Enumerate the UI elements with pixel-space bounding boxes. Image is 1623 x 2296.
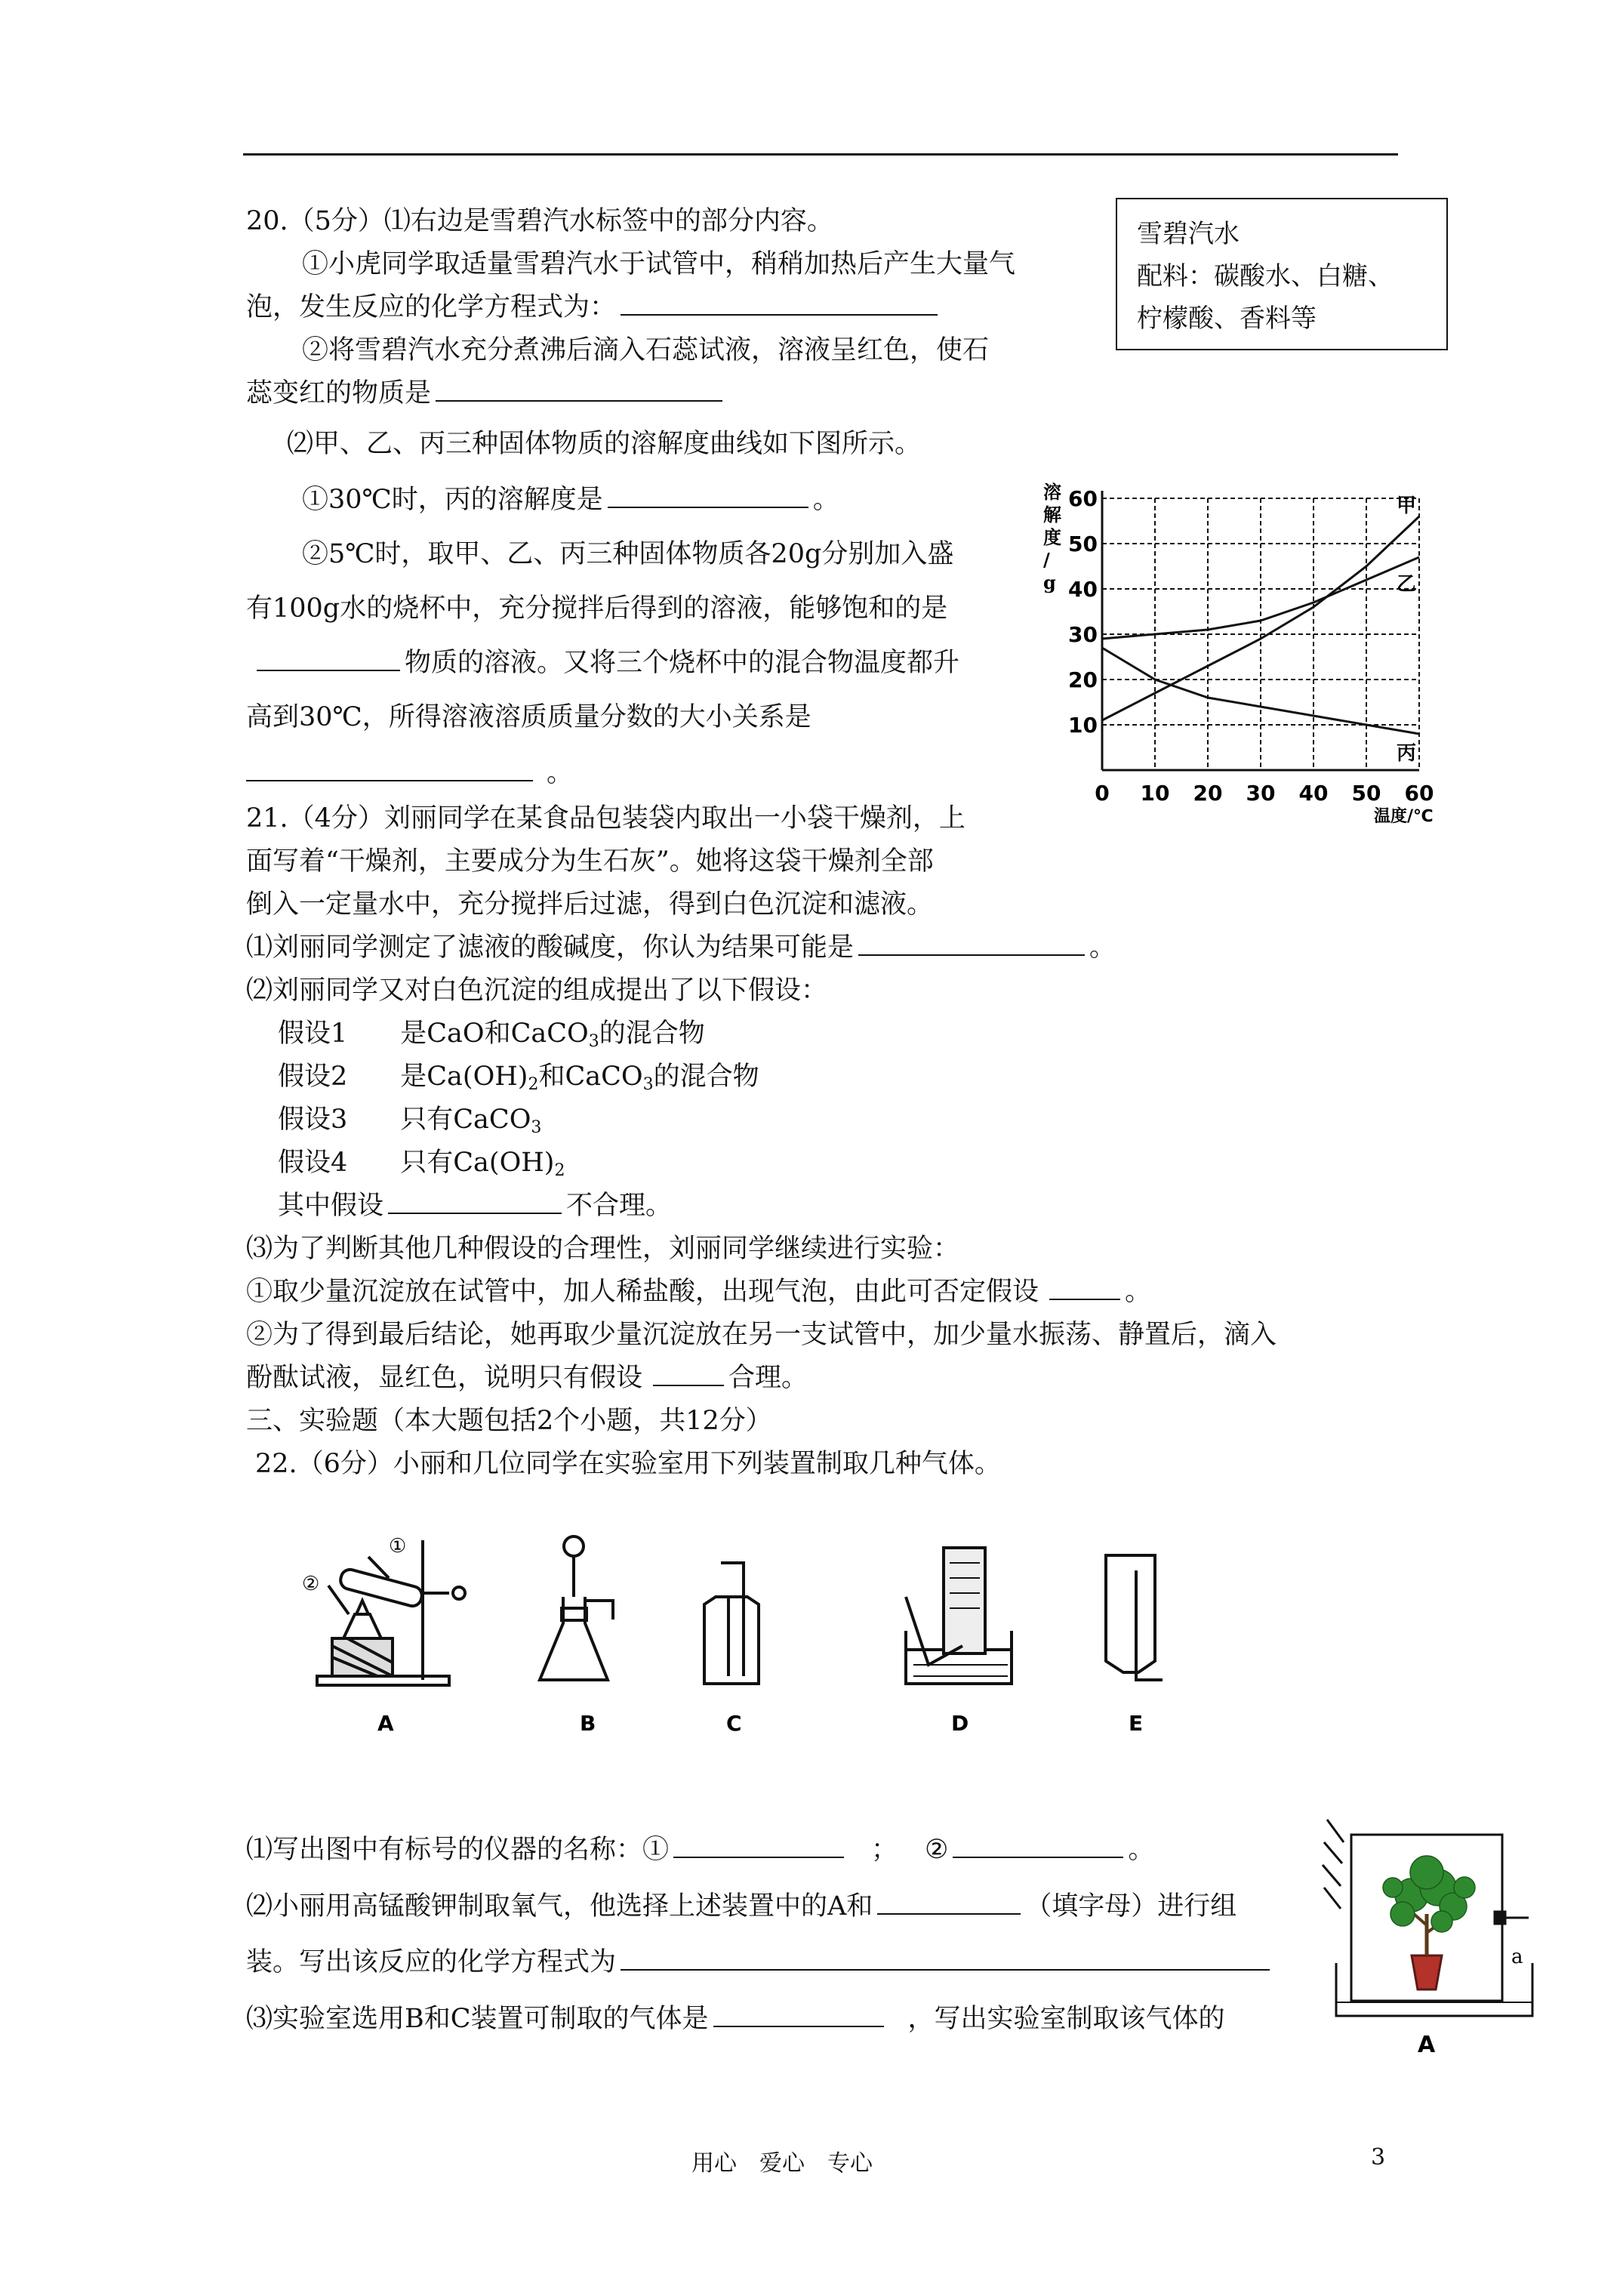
y-tick-label: 30 (1068, 622, 1098, 647)
answer-blank[interactable] (713, 1999, 884, 2027)
footer-motto: 用心 爱心 专心 (691, 2150, 873, 2177)
q20-line: 。 (246, 752, 573, 794)
plant-mark-a: a (1511, 1946, 1523, 1968)
q21-line: 酚酞试液，显红色，说明只有假设 合理。 (246, 1357, 808, 1399)
answer-blank[interactable] (877, 1886, 1021, 1915)
plant-experiment-figure (1313, 1812, 1563, 2069)
y-tick-label: 50 (1068, 532, 1098, 556)
x-tick-label: 30 (1246, 781, 1276, 806)
q20-line: 20.（5分）⑴右边是雪碧汽水标签中的部分内容。 (246, 206, 833, 236)
header-rule (243, 153, 1398, 156)
q21-line: ⑶为了判断其他几种假设的合理性，刘丽同学继续进行实验： (246, 1234, 960, 1264)
hypothesis-1: 假设1 是CaO和CaCO$_3$的混合物 (278, 1019, 705, 1051)
hypothesis-2: 假设2 是$Ca(OH)_2$和CaCO$_3$的混合物 (278, 1062, 759, 1094)
label-ingredients: 配料：碳酸水、白糖、 (1137, 261, 1394, 291)
q21-line: ⑴刘丽同学测定了滤液的酸碱度，你认为结果可能是 。 (246, 926, 1116, 969)
x-tick-label: 50 (1351, 781, 1381, 806)
answer-blank[interactable] (246, 753, 533, 781)
x-tick-label: 0 (1095, 781, 1110, 806)
answer-blank[interactable] (953, 1829, 1123, 1858)
x-tick-label: 40 (1298, 781, 1329, 806)
q20-line: ①小虎同学取适量雪碧汽水于试管中，稍稍加热后产生大量气 (302, 249, 1016, 279)
answer-blank[interactable] (653, 1358, 724, 1386)
answer-blank[interactable] (673, 1829, 844, 1858)
q20-line: 高到30℃，所得溶液溶质质量分数的大小关系是 (246, 702, 812, 732)
apparatus-mark-1: ① (389, 1535, 407, 1558)
apparatus-a (317, 1540, 465, 1685)
plant-leaves (1383, 1856, 1475, 1932)
apparatus-mark-2: ② (302, 1573, 320, 1595)
q22-line: 装。写出该反应的化学方程式为 (246, 1941, 1274, 1983)
apparatus-label: D (951, 1711, 969, 1736)
q20-line: ⑵甲、乙、丙三种固体物质的溶解度曲线如下图所示。 (287, 429, 922, 459)
sprite-label-box (1116, 198, 1448, 350)
answer-blank[interactable] (436, 373, 722, 402)
answer-blank[interactable] (858, 927, 1085, 956)
q22-line: ⑶实验室选用B和C装置可制取的气体是 ，写出实验室制取该气体的 (246, 1998, 1225, 2040)
label-title: 雪碧汽水 (1137, 219, 1240, 249)
answer-blank[interactable] (621, 287, 938, 316)
q20-line: ①30℃时，丙的溶解度是 。 (302, 479, 839, 521)
q21-line: 倒入一定量水中，充分搅拌后过滤，得到白色沉淀和滤液。 (246, 889, 934, 920)
answer-blank[interactable] (608, 479, 808, 508)
series-label: 丙 (1397, 742, 1417, 765)
q21-line: 面写着“干燥剂，主要成分为生石灰”。她将这袋干燥剂全部 (246, 846, 934, 877)
lab-apparatus-figure (287, 1525, 1193, 1752)
y-tick-label: 20 (1068, 667, 1098, 692)
q21-line: 其中假设 不合理。 (278, 1185, 672, 1227)
x-tick-label: 60 (1404, 781, 1434, 806)
q20-line: 蕊变红的物质是 (246, 372, 727, 415)
apparatus-label: E (1129, 1711, 1144, 1736)
page-number: 3 (1371, 2144, 1386, 2171)
apparatus-d (906, 1548, 1012, 1684)
solubility-chart (1027, 476, 1449, 853)
answer-blank[interactable] (1049, 1271, 1120, 1300)
q20-line: 物质的溶液。又将三个烧杯中的混合物温度都升 (257, 642, 959, 684)
x-tick-label: 10 (1140, 781, 1170, 806)
y-tick-label: 40 (1068, 577, 1098, 602)
hypothesis-3: 假设3 只有CaCO$_3$ (278, 1105, 542, 1137)
answer-blank[interactable] (388, 1185, 562, 1214)
series-label: 甲 (1397, 495, 1417, 517)
q21-line: 21.（4分）刘丽同学在某食品包装袋内取出一小袋干燥剂，上 (246, 803, 965, 834)
y-tick-label: 10 (1068, 713, 1098, 738)
answer-blank[interactable] (257, 643, 400, 671)
apparatus-c (704, 1563, 759, 1684)
series-label: 乙 (1397, 573, 1417, 596)
apparatus-label: A (377, 1711, 394, 1736)
q20-line: ②5℃时，取甲、乙、丙三种固体物质各20g分别加入盛 (302, 539, 954, 569)
q20-line: 有100g水的烧杯中，充分搅拌后得到的溶液，能够饱和的是 (246, 593, 948, 624)
label-ingredients: 柠檬酸、香料等 (1137, 304, 1317, 334)
x-axis-label: 温度/℃ (1374, 807, 1434, 826)
answer-blank[interactable] (621, 1942, 1270, 1971)
apparatus-e (1106, 1555, 1163, 1680)
q22-intro: 22.（6分）小丽和几位同学在实验室用下列装置制取几种气体。 (255, 1449, 1001, 1479)
x-tick-label: 20 (1193, 781, 1223, 806)
apparatus-label: B (580, 1711, 596, 1736)
q20-line: 泡，发生反应的化学方程式为： (246, 286, 942, 328)
q21-line: ⑵刘丽同学又对白色沉淀的组成提出了以下假设： (246, 975, 828, 1006)
apparatus-label: C (726, 1711, 742, 1736)
chart-ticks (1068, 486, 1434, 806)
q21-line: ②为了得到最后结论，她再取少量沉淀放在另一支试管中，加少量水振荡、静置后，滴入 (246, 1320, 1277, 1350)
section-heading: 三、实验题（本大题包括2个小题，共12分） (246, 1406, 772, 1436)
q22-line: ⑴写出图中有标号的仪器的名称：① ； ② 。 (246, 1829, 1154, 1871)
plant-figure-label: A (1418, 2032, 1436, 2058)
q22-line: ⑵小丽用高锰酸钾制取氧气，他选择上述装置中的A和 （填字母）进行组 (246, 1885, 1236, 1928)
q21-line: ①取少量沉淀放在试管中，加人稀盐酸，出现气泡，由此可否定假设 。 (246, 1271, 1151, 1313)
y-tick-label: 60 (1068, 486, 1098, 511)
apparatus-b (540, 1536, 613, 1680)
y-axis-label: 溶解度/ g (1043, 481, 1061, 593)
q20-line: ②将雪碧汽水充分煮沸后滴入石蕊试液，溶液呈红色，使石 (302, 335, 990, 365)
hypothesis-4: 假设4 只有$Ca(OH)_2$ (278, 1148, 565, 1180)
